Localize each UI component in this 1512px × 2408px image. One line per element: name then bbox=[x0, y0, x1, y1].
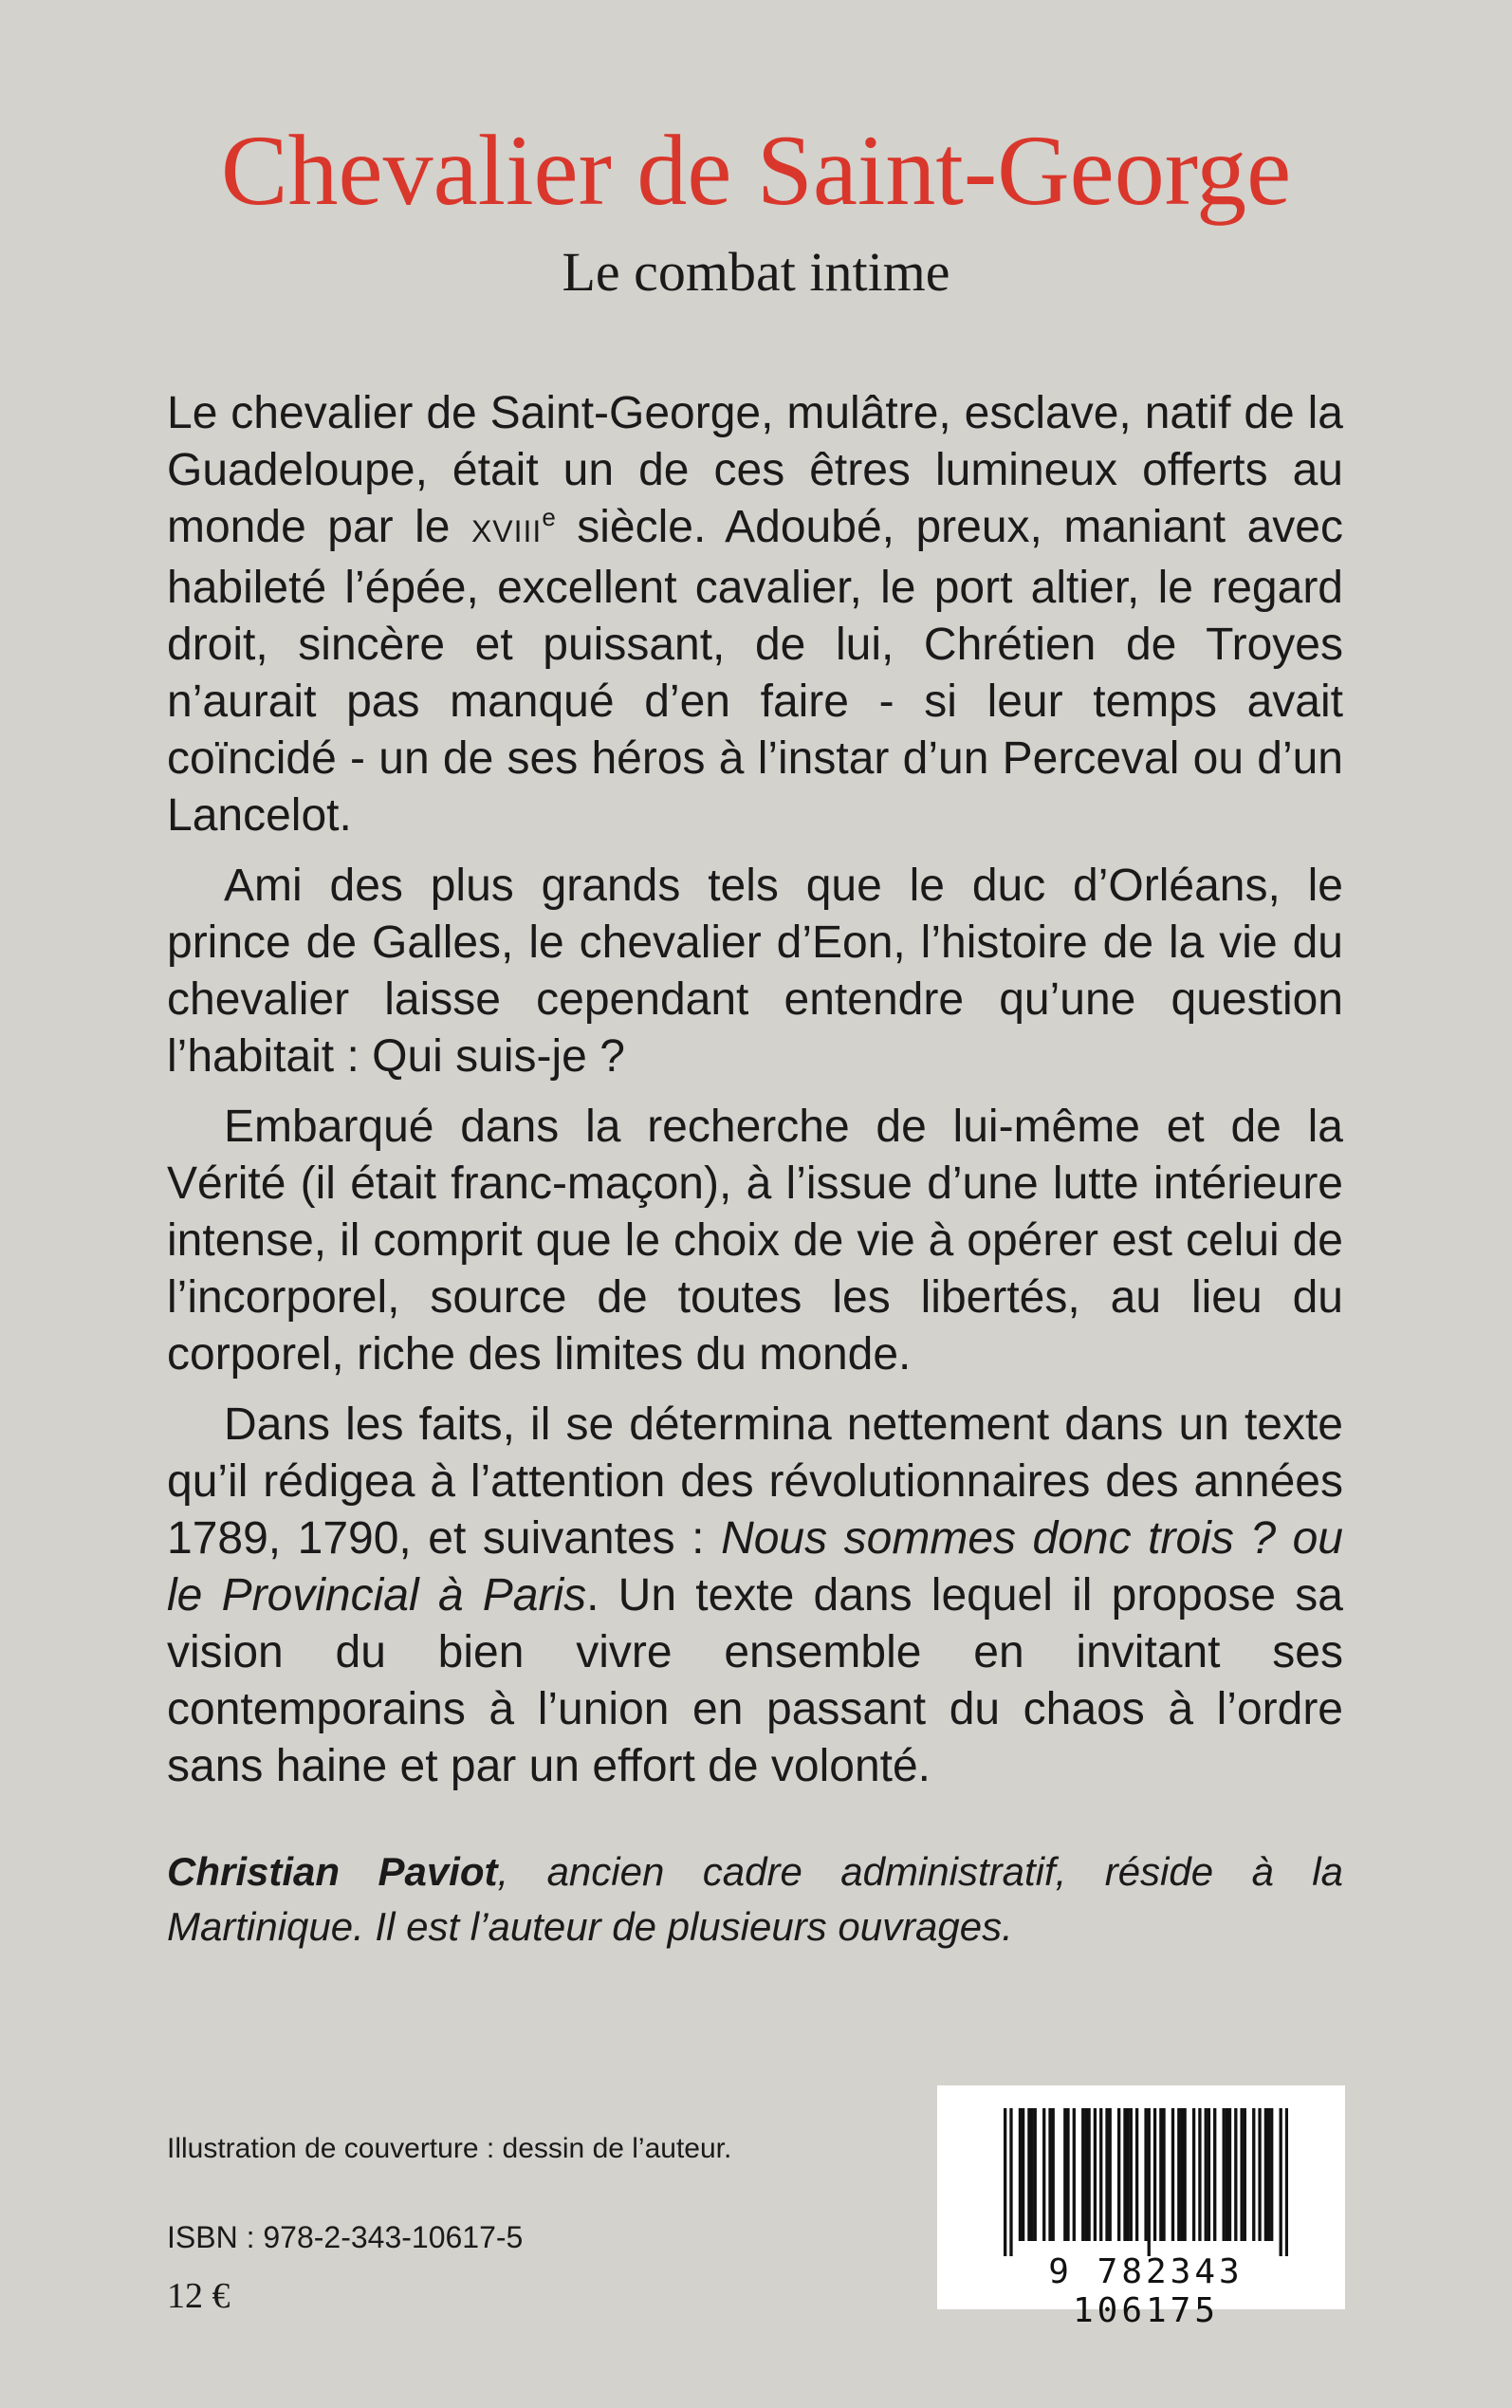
blurb-paragraph-1: Le chevalier de Saint-George, mulâtre, esclave, natif de la Guadeloupe, était un de ces êtres lumineux offerts au monde par le XVIIIe siècle. Adoubé, preux, maniant avec habileté l’épée, excellent cavalier, le port altier, le regard droit, sincère et puissant, de lui, Chrétien de Troyes n’aurait pas manqué d’en faire - si leur temps avait coïncidé - un de ses héros à l’instar d’un Perceval ou d’un Lancelot. bbox=[167, 388, 1343, 841]
barcode-bar bbox=[1177, 2108, 1180, 2241]
barcode-bar bbox=[1004, 2108, 1006, 2256]
barcode-bar bbox=[1073, 2108, 1076, 2241]
barcode-bar bbox=[1240, 2108, 1243, 2241]
author-bio bbox=[167, 1844, 1343, 1954]
author-name: Christian Paviot bbox=[167, 1849, 498, 1894]
author-bio-text: , ancien cadre administratif, réside à la Martinique. Il est l’auteur de plusieurs ouvrages. bbox=[167, 1849, 1343, 1949]
illustration-credit: Illustration de couverture : dessin de l’auteur. bbox=[167, 2133, 732, 2164]
barcode-bar bbox=[1267, 2108, 1270, 2241]
barcode-bar bbox=[1162, 2108, 1165, 2241]
barcode-bar bbox=[1009, 2108, 1012, 2256]
barcode-bar bbox=[1135, 2108, 1138, 2241]
barcode-bar bbox=[1213, 2108, 1216, 2241]
barcode-bar bbox=[1180, 2108, 1183, 2241]
barcode-bar bbox=[1270, 2108, 1273, 2241]
barcode-bar bbox=[1148, 2108, 1151, 2256]
barcode-bar bbox=[1192, 2108, 1195, 2241]
barcode-bar bbox=[1252, 2108, 1255, 2241]
barcode-bar bbox=[1099, 2108, 1102, 2241]
barcode-bar bbox=[1153, 2108, 1156, 2241]
barcode-bar bbox=[1228, 2108, 1231, 2241]
barcode-bar bbox=[1130, 2108, 1133, 2241]
barcode-bar bbox=[1208, 2108, 1210, 2241]
back-cover-blurb bbox=[167, 385, 1343, 1808]
price-label: 12 € bbox=[167, 2276, 230, 2316]
barcode-bar bbox=[1171, 2108, 1174, 2241]
barcode-bar bbox=[1019, 2108, 1022, 2241]
barcode-bar bbox=[1094, 2108, 1097, 2241]
barcode-bar bbox=[1034, 2108, 1037, 2241]
barcode-bar bbox=[1117, 2108, 1120, 2241]
barcode-bar bbox=[1244, 2108, 1246, 2241]
barcode-bar bbox=[1159, 2108, 1162, 2241]
barcode-bar bbox=[1285, 2108, 1288, 2256]
barcode-digits: 9 782343 106175 bbox=[1048, 2252, 1244, 2330]
barcode-bar bbox=[1105, 2108, 1108, 2241]
barcode-bar bbox=[1109, 2108, 1112, 2241]
barcode-bar bbox=[1144, 2108, 1147, 2241]
barcode-bar bbox=[1087, 2108, 1090, 2241]
barcode-bar bbox=[1084, 2108, 1087, 2241]
book-work-title: Nous sommes donc trois ? ou le Provincial à Paris bbox=[167, 1513, 1344, 1621]
blurb-paragraph-3: Embarqué dans la recherche de lui-même et de la Vérité (il était franc-maçon), à l’issue d’une lutte intérieure intense, il comprit que le choix de vie à opérer est celui de l’incorporel, source de toutes les libertés, au lieu du corporel, riche des limites du monde. bbox=[167, 1102, 1343, 1380]
barcode-bar bbox=[1022, 2108, 1024, 2241]
barcode-bar bbox=[1063, 2108, 1066, 2241]
barcode-bars bbox=[1004, 2108, 1288, 2256]
isbn-label: ISBN : 978-2-343-10617-5 bbox=[167, 2220, 524, 2254]
barcode-bar bbox=[1205, 2108, 1208, 2241]
barcode-bar bbox=[1081, 2108, 1084, 2241]
barcode-bar bbox=[1198, 2108, 1201, 2241]
barcode-bar bbox=[1126, 2108, 1129, 2241]
barcode-bar bbox=[1258, 2108, 1261, 2241]
barcode-bar bbox=[1226, 2108, 1228, 2241]
blurb-paragraph-2: Ami des plus grands tels que le duc d’Orléans, le prince de Galles, le chevalier d’Eon, l’histoire de la vie du chevalier laisse cependant entendre qu’une question l’habitait : Qui suis-je ? bbox=[167, 861, 1343, 1082]
barcode-bar bbox=[1223, 2108, 1226, 2241]
barcode-bar bbox=[1123, 2108, 1126, 2241]
barcode-bar bbox=[1066, 2108, 1069, 2241]
century-superscript: e bbox=[542, 503, 556, 531]
century-numeral: XVIII bbox=[470, 514, 543, 548]
barcode-bar bbox=[1027, 2108, 1030, 2241]
barcode-bar bbox=[1052, 2108, 1055, 2241]
barcode-bar bbox=[1048, 2108, 1051, 2241]
book-title: Chevalier de Saint-George bbox=[220, 115, 1292, 226]
barcode-bar bbox=[1042, 2108, 1045, 2241]
barcode-bar bbox=[1183, 2108, 1186, 2241]
barcode-bar bbox=[1030, 2108, 1033, 2241]
barcode-bar bbox=[1234, 2108, 1237, 2241]
blurb-paragraph-4: Dans les faits, il se détermina nettement dans un texte qu’il rédigea à l’attention des révolutionnaires des années 1789, 1790, et suivantes : Nous sommes donc trois ? ou le Provincial à Paris. Un texte dans lequel il propose sa vision du bien vivre ensemble en invitant ses contemporains à l’union en passant du chaos à l’ordre sans haine et par un effort de volonté. bbox=[167, 1399, 1344, 1791]
barcode-bar bbox=[1280, 2108, 1282, 2256]
book-subtitle: Le combat intime bbox=[562, 241, 950, 303]
barcode-bar bbox=[1264, 2108, 1267, 2241]
barcode bbox=[937, 2085, 1345, 2330]
